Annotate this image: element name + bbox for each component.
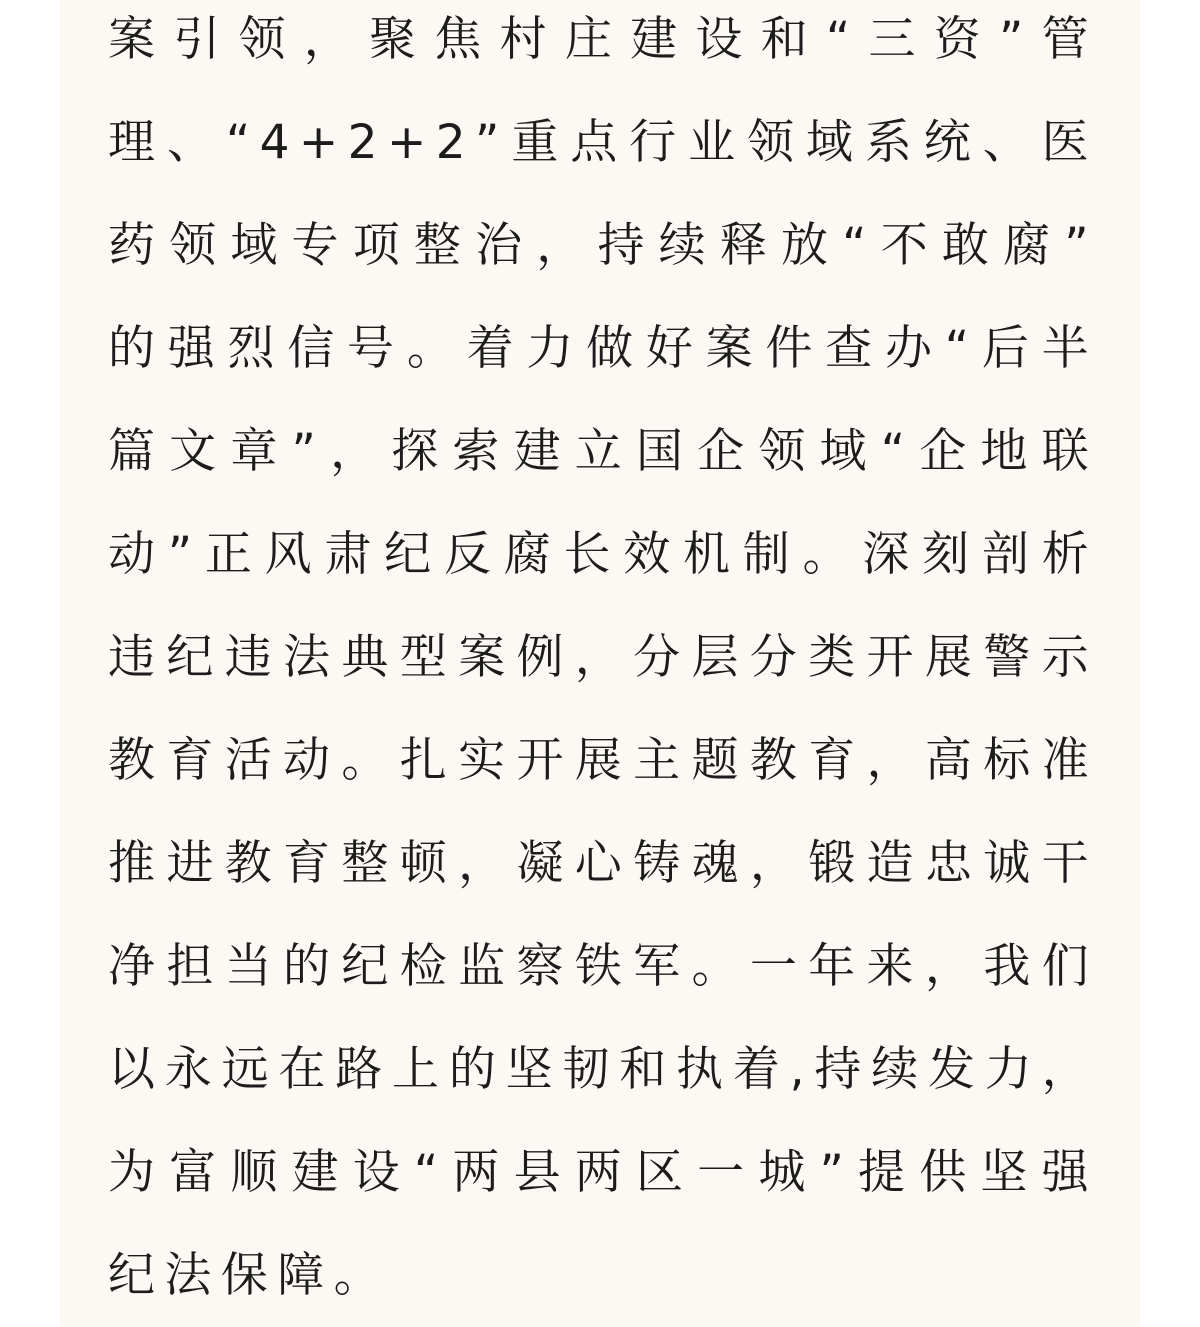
article-line-last: 纪法保障。: [108, 1248, 390, 1303]
article-line: 篇文章”，探索建立国企领域“企地联: [108, 424, 1098, 479]
article-line: 案引领，聚焦村庄建设和“三资”管: [108, 12, 1098, 67]
article-line: 动”正风肃纪反腐长效机制。深刻剖析: [108, 527, 1098, 582]
article-line: 净担当的纪检监察铁军。一年来，我们: [108, 939, 1098, 994]
article-line: 教育活动。扎实开展主题教育，高标准: [108, 733, 1098, 788]
article-line: 违纪违法典型案例，分层分类开展警示: [108, 630, 1098, 685]
article-line: 推进教育整顿，凝心铸魂，锻造忠诚干: [108, 836, 1098, 891]
article-line: 的强烈信号。着力做好案件查办“后半: [108, 321, 1098, 376]
article-line: 药领域专项整治，持续释放“不敢腐”: [108, 218, 1098, 273]
article-body: [108, 0, 1098, 1327]
article-line: 理、“4+2+2”重点行业领域系统、医: [108, 115, 1098, 170]
article-page: [60, 0, 1140, 1327]
article-line: 以永远在路上的坚韧和执着,持续发力，: [108, 1042, 1098, 1097]
article-line: 为富顺建设“两县两区一城”提供坚强: [108, 1145, 1098, 1200]
